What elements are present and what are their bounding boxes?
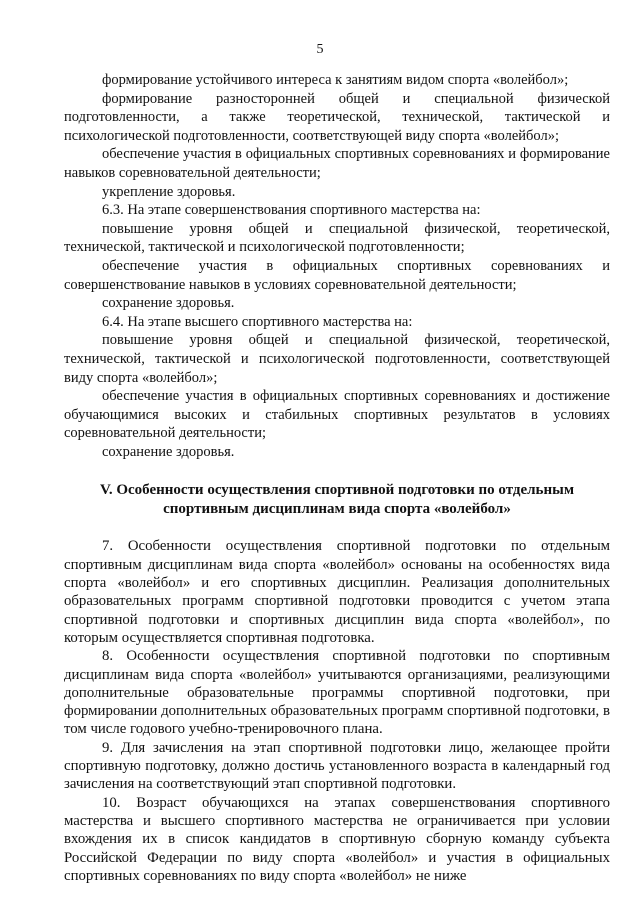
paragraph: формирование разносторонней общей и специальной физической подготовленности, а также теоретической, технической, тактической и психологической подготовленности, соответствующей виду спорта «волейбол»;: [64, 90, 610, 144]
section-heading: [64, 481, 610, 519]
paragraph: повышение уровня общей и специальной физической, теоретической, технической, тактической и психологической подготовленности;: [64, 220, 610, 256]
paragraph: обеспечение участия в официальных спортивных соревнованиях и формирование навыков соревновательной деятельности;: [64, 146, 610, 181]
paragraph: обеспечение участия в официальных спортивных соревнованиях и достижение обучающимися высоких и стабильных спортивных результатов в условиях соревновательной деятельности;: [64, 388, 610, 442]
paragraph: повышение уровня общей и специальной физической, теоретической, технической, тактической и психологической подготовленности, соответствующей виду спорта «волейбол»;: [64, 332, 610, 386]
paragraph: 9. Для зачисления на этап спортивной подготовки лицо, желающее пройти спортивную подготовку, должно достичь установленного возраста в календарный год зачисления на соответствующий этап спортивной подготовки.: [64, 739, 610, 793]
subsection-heading: 6.4. На этапе высшего спортивного мастерства на:: [102, 313, 413, 330]
paragraph: сохранение здоровья.: [102, 295, 235, 312]
paragraph: сохранение здоровья.: [102, 443, 235, 460]
paragraph: обеспечение участия в официальных спортивных соревнованиях и совершенствование навыков в условиях соревновательной деятельности;: [64, 257, 610, 293]
paragraph: 7. Особенности осуществления спортивной подготовки по отдельным спортивным дисциплинам вида спорта «волейбол» основаны на особенностях вида спорта «волейбол» и его спортивных дисциплин. Реализация дополнительных образовательных программ спортивной подготовки проводится с учетом этапа спортивной подготовки и спортивных дисциплин вида спорта «волейбол», по которым осуществляется спортивная подготовка.: [64, 538, 610, 646]
paragraph: формирование устойчивого интереса к занятиям видом спорта «волейбол»;: [102, 72, 569, 88]
section-heading-line: V. Особенности осуществления спортивной подготовки по отдельным: [99, 482, 575, 499]
paragraph: укрепление здоровья.: [102, 183, 236, 200]
paragraph: 8. Особенности осуществления спортивной подготовки по спортивным дисциплинам вида спорта «волейбол» учитываются организациями, реализующими дополнительные образовательные программы спортивной подготовки, при формировании дополнительных образовательных программ спортивной подготовки, в том числе годового учебно-тренировочного плана.: [64, 648, 610, 738]
page-content: [64, 71, 610, 885]
page-number: 5: [316, 42, 324, 57]
paragraph: 10. Возраст обучающихся на этапах совершенствования спортивного мастерства и высшего спортивного мастерства не ограничивается при условии вхождения их в список кандидатов в спортивную сборную команду субъекта Российской Федерации по виду спорта «волейбол» и участия в официальных спортивных соревнованиях по виду спорта «волейбол» не ниже: [64, 794, 610, 884]
subsection-heading: 6.3. На этапе совершенствования спортивного мастерства на:: [102, 202, 481, 219]
section-heading-line: спортивным дисциплинам вида спорта «волейбол»: [163, 501, 511, 518]
